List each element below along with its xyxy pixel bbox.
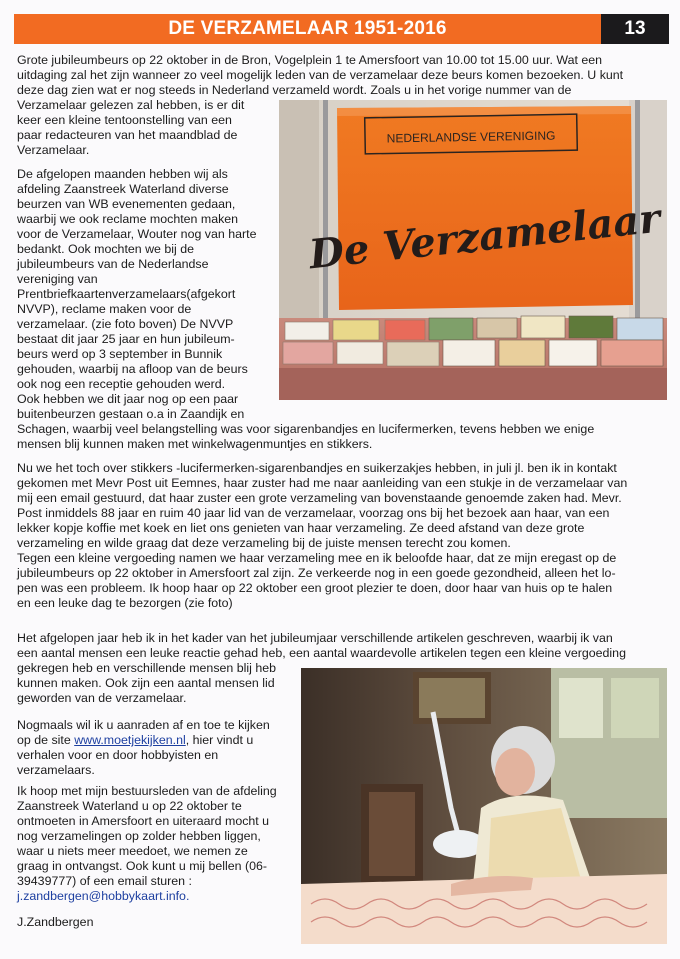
events-paragraph: [17, 167, 256, 422]
text-line: Verzamelaar.: [17, 143, 90, 157]
text-line: gehouden, waarbij na afloop van de beurs: [17, 362, 248, 376]
text-line: afdeling Zaanstreek Waterland diverse: [17, 182, 229, 196]
text-fragment: op de site: [17, 733, 75, 747]
text-line: verhalen voor en door hobbyisten en: [17, 748, 219, 762]
collection-paragraph: [17, 461, 627, 611]
text-line: jubileumbeurs van de Nederlandse: [17, 257, 209, 271]
text-line: nog verzamelingen op zolder hebben liggen,: [17, 829, 261, 843]
text-line: graag in ontvangst. Ook kunt u mij bellen (06-: [17, 859, 268, 873]
banner-top-text: NEDERLANDSE VERENIGING: [386, 128, 556, 146]
text-line: vereniging van: [17, 272, 98, 286]
text-line: Ik hoop met mijn bestuursleden van de afdeling: [17, 784, 277, 798]
collector-photo: [301, 668, 667, 944]
banner-photo: [279, 100, 667, 400]
text-line: ook nog een receptie gehouden werd.: [17, 377, 226, 391]
text-line: bestaat dit jaar 25 jaar en hun jubileum-: [17, 332, 235, 346]
text-line: Tegen een kleine vergoeding namen we haar verzameling mee en ik beloofde haar, dat ze mijn eregast op de: [17, 551, 617, 565]
text-line: [17, 733, 270, 748]
text-line: gekregen heb en verschillende mensen blij heb: [17, 661, 276, 675]
banner-photo-image: [279, 100, 667, 400]
text-line: deze dag zien wat er nog steeds in Nederland verzameld wordt. Zoals u in het vorige nummer van de: [17, 83, 572, 97]
text-line: Ook hebben we dit jaar nog op een paar: [17, 392, 239, 406]
text-line: bedankt. Ook mochten we bij de: [17, 242, 195, 256]
text-line: mensen blij kunnen maken met winkelwagenmuntjes en stikkers.: [17, 437, 373, 451]
text-line: voor de Verzamelaar, Wouter nog van harte: [17, 227, 257, 241]
text-line: en een leuke dag te bezorgen (zie foto): [17, 596, 233, 610]
banner-main-text: De Verzamelaar: [306, 194, 663, 279]
text-line: een aantal mensen een leuke reactie gehad heb, een aantal waardevolle artikelen tegen een kleine vergoeding: [17, 646, 626, 660]
text-line: pen was een probleem. Ik hoop haar op 22 oktober een groot plezier te doen, door haar van huis op te halen: [17, 581, 613, 595]
page-header: [14, 14, 669, 44]
text-line: mij een email gestuurd, dat haar zuster een grote verzameling van bovenstaande genoemde zaken had. Mevr.: [17, 491, 622, 505]
text-line: lekker kopje koffie met koek en liet ons genieten van haar verzameling. Ze deed afstand van deze grote: [17, 521, 585, 535]
website-paragraph: [17, 718, 270, 778]
text-line: Zaanstreek Waterland u op 22 oktober te: [17, 799, 242, 813]
text-line: Verzamelaar gelezen zal hebben, is er dit: [17, 98, 245, 112]
text-line: buitenbeurzen gestaan o.a in Zaandijk en: [17, 407, 245, 421]
text-line: Grote jubileumbeurs op 22 oktober in de Bron, Vogelplein 1 te Amersfoort van 10.00 tot 15.00 uur. Wat een: [17, 53, 603, 67]
text-line: verzamelaar. (zie foto boven) De NVVP: [17, 317, 234, 331]
text-line: beurzen van WB evenementen gedaan,: [17, 197, 236, 211]
text-line: paar redacteuren van het maandblad de: [17, 128, 238, 142]
text-line: Post inmiddels 88 jaar en ruim 40 jaar lid van de verzamelaar, voorzag ons bij het bezoek aan haar, van een: [17, 506, 610, 520]
text-line: Prentbriefkaartenverzamelaars(afgekort: [17, 287, 236, 301]
text-line: Nu we het toch over stikkers -lucifermerken-sigarenbandjes en suikerzakjes hebben, in juli jl. ben ik in kontakt: [17, 461, 617, 475]
text-line: waarbij we ook reclame mochten maken: [17, 212, 239, 226]
signature: J.Zandbergen: [17, 915, 94, 929]
text-line: De afgelopen maanden hebben wij als: [17, 167, 228, 181]
events-paragraph-continued: [17, 422, 594, 452]
text-line: kunnen maken. Ook zijn een aantal mensen lid: [17, 676, 275, 690]
email-link[interactable]: j.zandbergen@hobbykaart.info.: [17, 889, 190, 903]
text-line: geworden van de verzamelaar.: [17, 691, 187, 705]
page-number: 13: [601, 14, 669, 44]
intro-paragraph-continued: [17, 98, 244, 158]
intro-paragraph: [17, 53, 623, 98]
text-line: Nogmaals wil ik u aanraden af en toe te kijken: [17, 718, 270, 732]
closing-paragraph: [17, 784, 277, 904]
text-line: verzameling en wilde graag dat deze verzameling bij de juiste mensen terecht zou komen.: [17, 536, 511, 550]
text-line: ontmoeten in Amersfoort en uiteraard mocht u: [17, 814, 270, 828]
text-line: jubileumbeurs op 22 oktober in Amersfoort zal zijn. Ze verkeerde nog in een goede gezondheid, alleen het lo-: [17, 566, 616, 580]
text-line: beurs werd op 3 september in Bunnik: [17, 347, 223, 361]
text-line: NVVP), reclame maken voor de: [17, 302, 192, 316]
text-line: uitdaging zal het zijn wanneer zo veel mogelijk leden van de verzamelaar deze beurs komen bezoeken. U kunt: [17, 68, 624, 82]
text-line: gekomen met Mevr Post uit Eemnes, haar zuster had me naar aanleiding van een stukje in de verzamelaar van: [17, 476, 628, 490]
text-line: waar u niets meer meedoet, we nemen ze: [17, 844, 248, 858]
text-line: verzamelaars.: [17, 763, 95, 777]
text-line: Schagen, waarbij veel belangstelling was voor sigarenbandjes en lucifermerken, tevens hebben we enige: [17, 422, 595, 436]
text-line: keer een kleine tentoonstelling van een: [17, 113, 232, 127]
articles-paragraph-continued: [17, 676, 275, 706]
text-line: 39439777) of een email sturen :: [17, 874, 192, 888]
collector-photo-image: [301, 668, 667, 944]
text-fragment: , hier vindt u: [185, 733, 254, 747]
header-title: DE VERZAMELAAR 1951-2016: [168, 18, 447, 39]
website-link[interactable]: www.moetjekijken.nl: [74, 733, 186, 747]
text-line: Het afgelopen jaar heb ik in het kader van het jubileumjaar verschillende artikelen geschreven, waarbij ik van: [17, 631, 613, 645]
